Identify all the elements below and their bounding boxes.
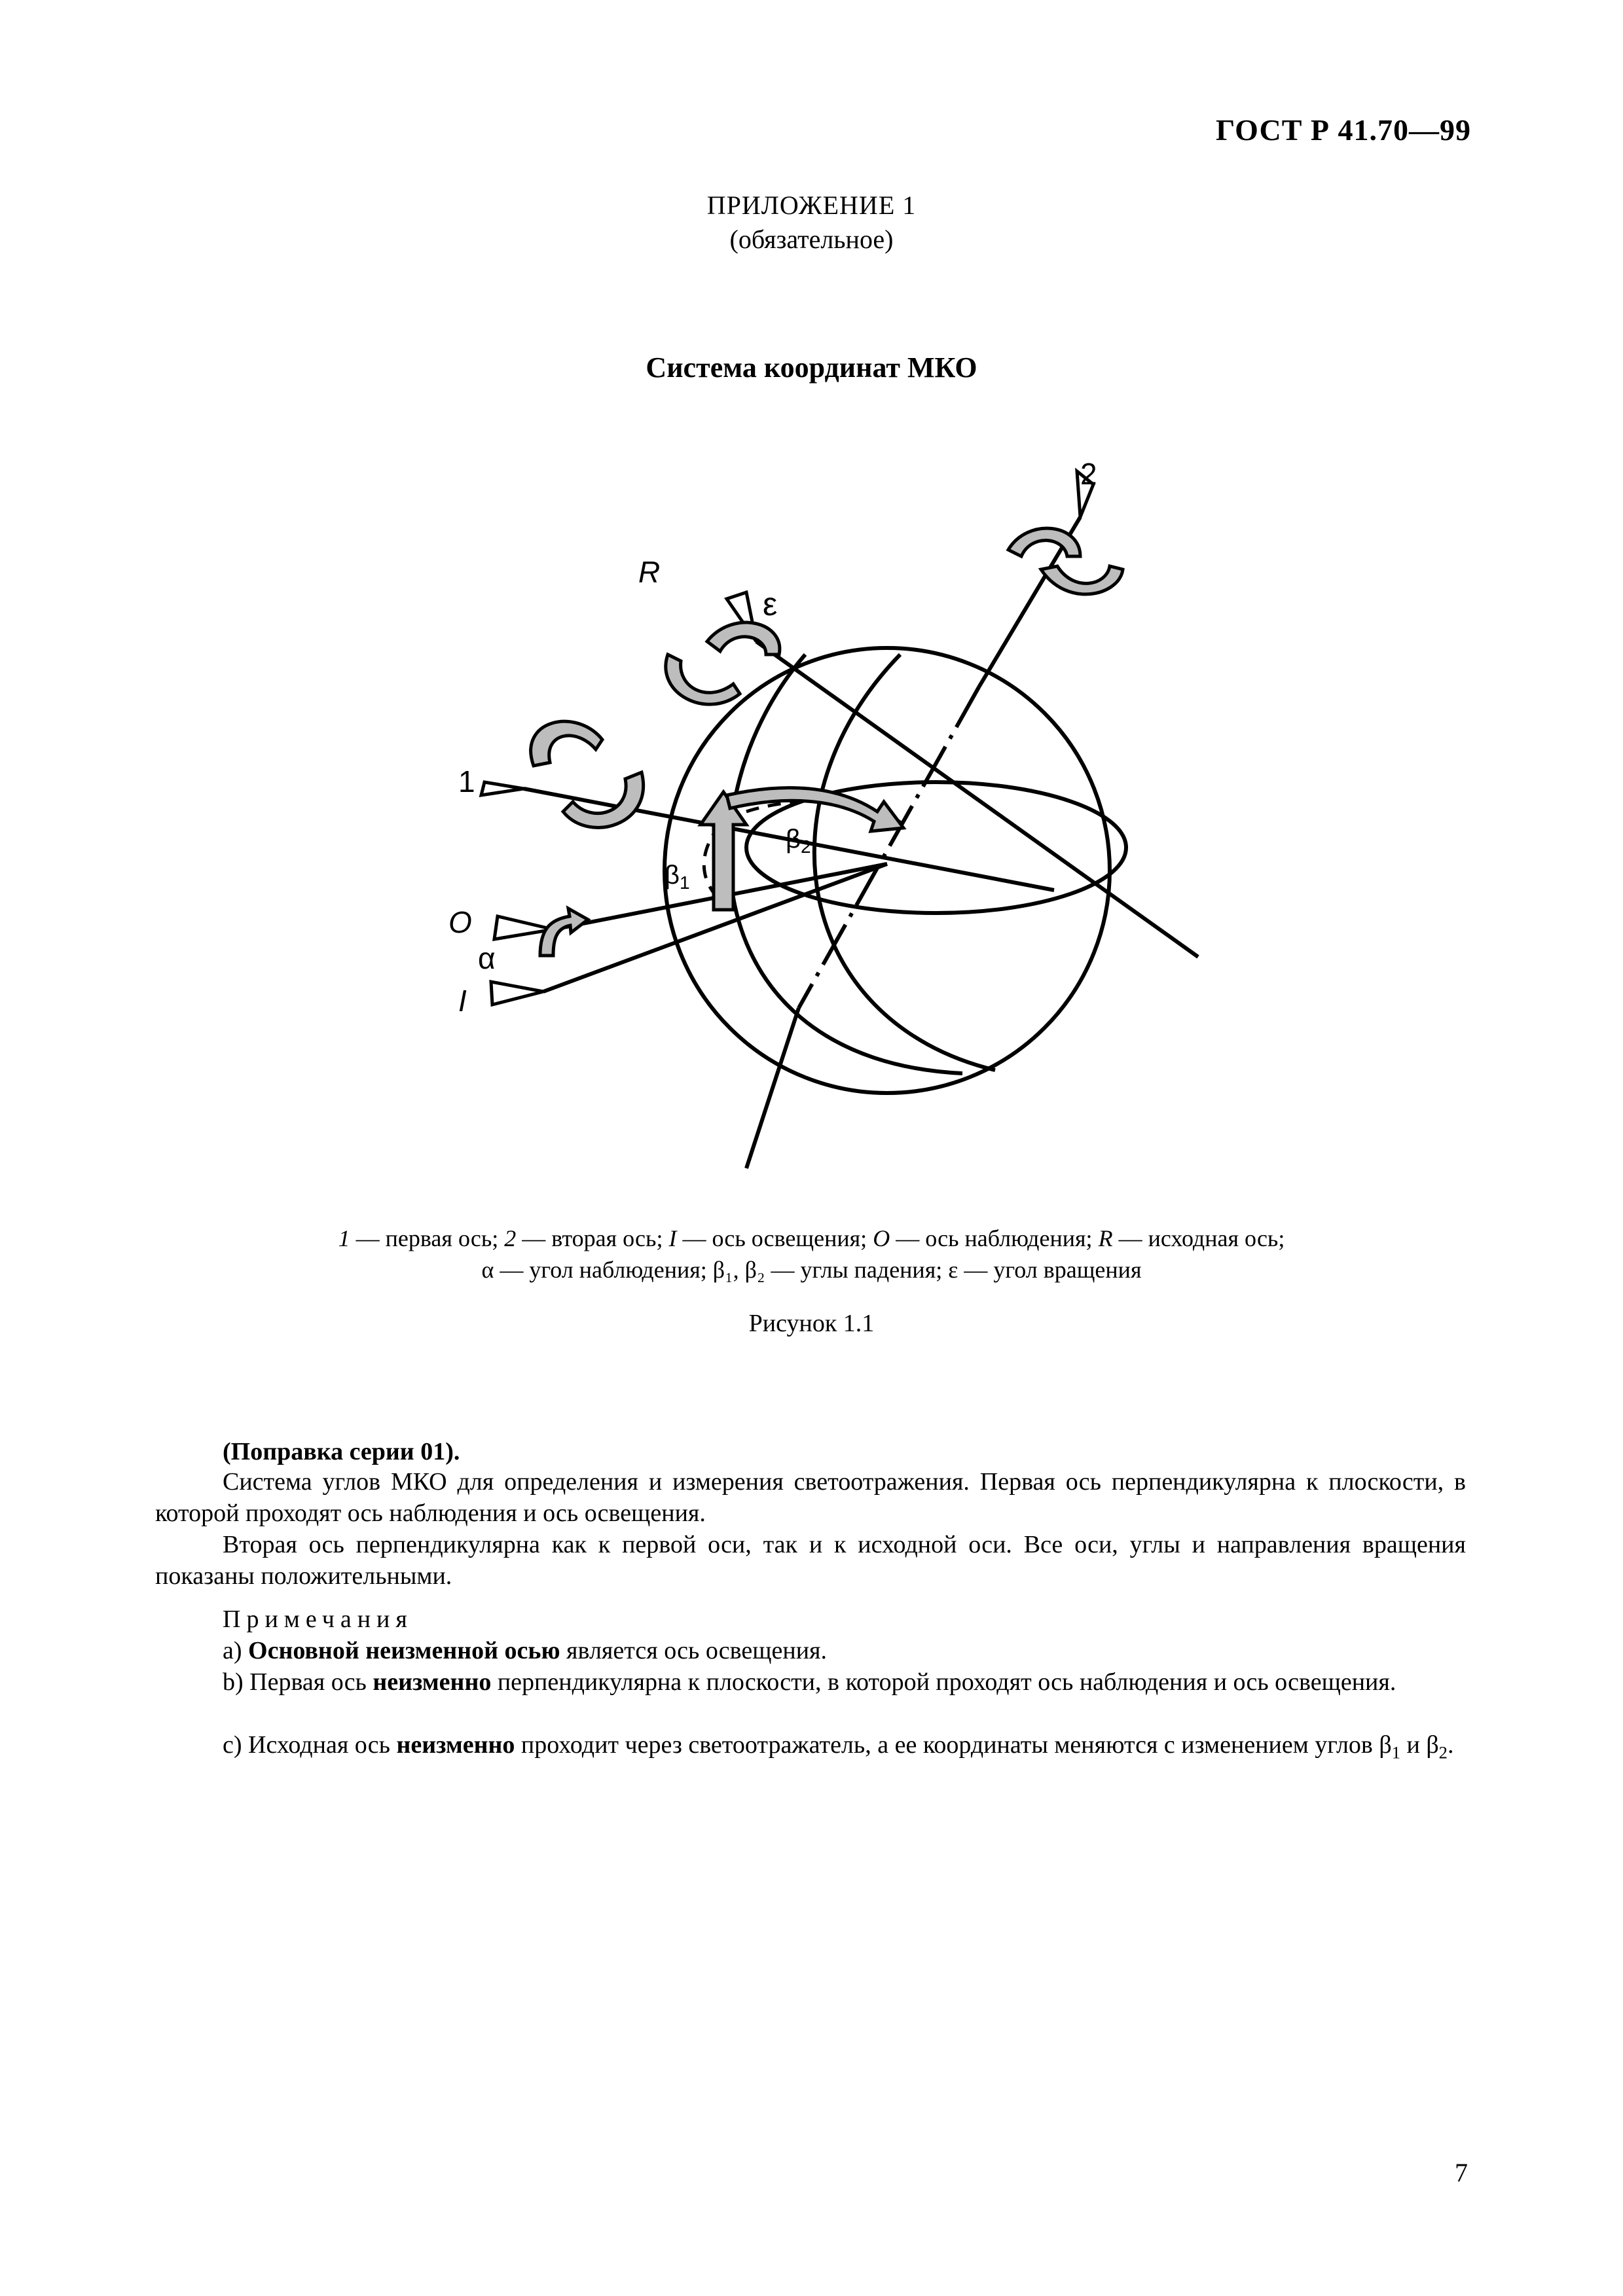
- rotation-arrow-epsilon-lower: [666, 655, 740, 704]
- rotation-arrow-axis2-lower: [1041, 566, 1123, 594]
- label-axisI: I: [458, 984, 467, 1018]
- appendix-note: (обязательное): [729, 224, 894, 254]
- label-beta2: $\beta_2$: [786, 825, 811, 857]
- label-axisO: O: [448, 905, 472, 939]
- label-axis2: 2: [1080, 458, 1097, 491]
- amendment-heading: (Поправка серии 01).: [223, 1438, 460, 1465]
- legend-key: O: [873, 1225, 890, 1251]
- legend-key: R: [1098, 1225, 1113, 1251]
- note-a: а) Основной неизменной осью является ось освещения.: [223, 1637, 828, 1664]
- note-b: b) Первая ось неизменно перпендикулярна к плоскости, в которой проходят ось наблюдения и ось освещения.: [223, 1668, 1396, 1696]
- legend-description: — первая ось;: [350, 1225, 505, 1251]
- appendix-title: ПРИЛОЖЕНИЕ 1: [706, 190, 917, 220]
- axisI-arrowhead: [491, 982, 543, 1005]
- note-c: c) Исходная ось неизменно проходит через светоотражатель, а ее координаты меняются с изменением углов $\beta_1$ и $\beta_2$.: [223, 1731, 1454, 1763]
- label-beta1: $\beta_1$: [665, 861, 690, 893]
- legend-description: — вторая ось;: [516, 1225, 669, 1251]
- figure-legend: [0, 1223, 1623, 1285]
- rotation-arrow-epsilon: [707, 622, 780, 655]
- notes-heading: Примечания: [223, 1605, 413, 1633]
- rotation-arrow-axis1: [531, 721, 602, 766]
- figure-caption: Рисунок 1.1: [748, 1310, 875, 1337]
- alpha-arrow: [540, 908, 588, 956]
- legend-key: 1: [338, 1225, 350, 1251]
- page-number: 7: [1455, 2158, 1468, 2187]
- label-alpha: α: [478, 941, 496, 975]
- legend-line-2: α — угол наблюдения; β₁, β₂ — углы падения; ε — угол вращения: [481, 1257, 1142, 1283]
- second-axis-2-bottom: [746, 1008, 799, 1168]
- legend-description: — ось наблюдения;: [890, 1225, 1099, 1251]
- label-axis1: 1: [458, 764, 475, 798]
- label-axisR: R: [638, 555, 661, 589]
- legend-key: I: [668, 1225, 677, 1251]
- axis1-arrowhead: [481, 782, 524, 795]
- legend-description: — исходная ось;: [1112, 1225, 1285, 1251]
- legend-key: 2: [504, 1225, 517, 1251]
- figure-title: Система координат МКО: [646, 351, 977, 384]
- cie-coordinate-diagram: [419, 458, 1231, 1217]
- standard-number: ГОСТ Р 41.70—99: [1216, 113, 1471, 147]
- label-epsilon: ε: [763, 586, 778, 622]
- paragraph-1: Система углов МКО для определения и измерения светоотражения. Первая ось перпендикулярна к плоскости, в которой проходят ось наблюдения и ось освещения.: [155, 1468, 1466, 1527]
- legend-description: — ось освещения;: [676, 1225, 873, 1251]
- legend-line-1: [0, 1223, 1623, 1254]
- paragraph-2: Вторая ось перпендикулярна как к первой оси, так и к исходной оси. Все оси, углы и направления вращения показаны положительными.: [155, 1531, 1466, 1590]
